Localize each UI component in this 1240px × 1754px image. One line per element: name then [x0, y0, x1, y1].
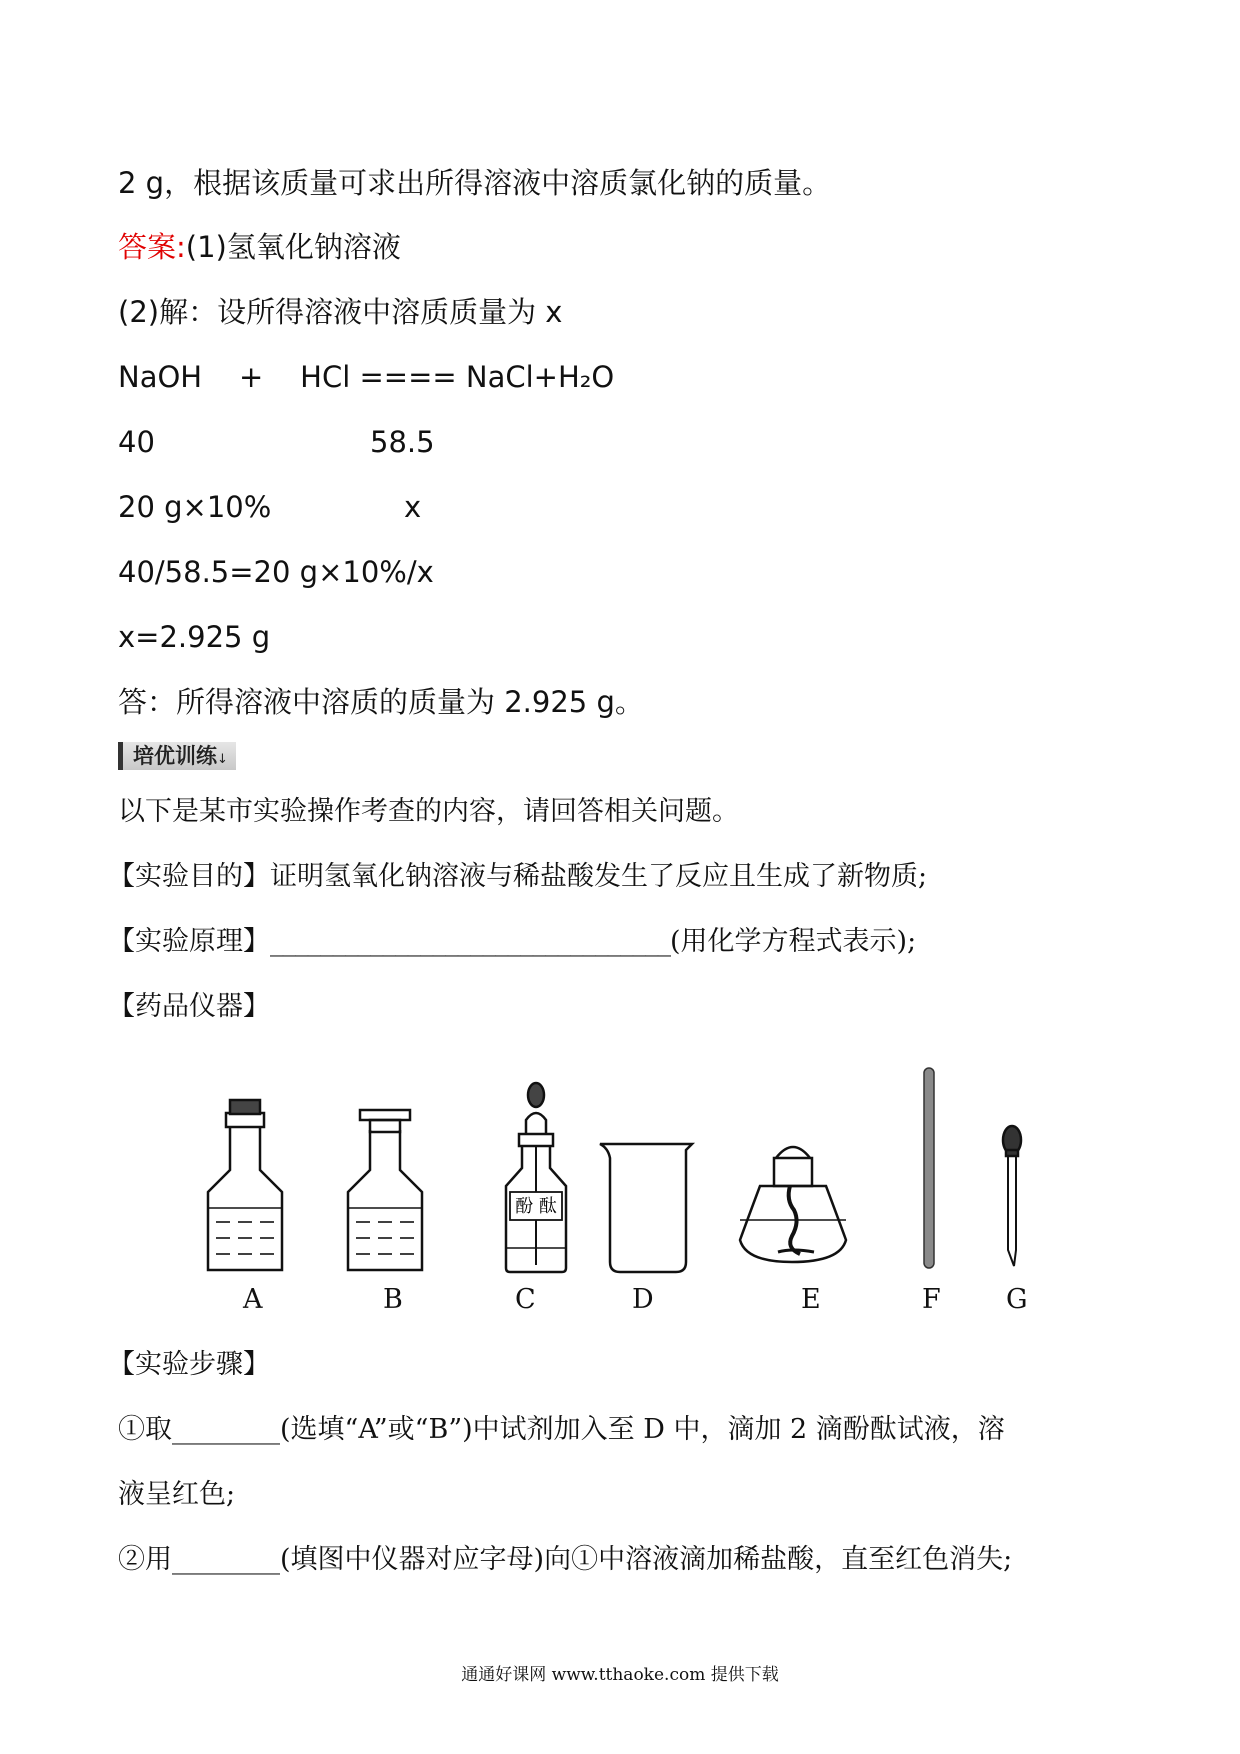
answer-line [118, 227, 401, 267]
dropper-g-icon [1003, 1126, 1021, 1266]
principle-suffix: (用化学方程式表示); [670, 926, 917, 957]
glass-rod-f-icon [924, 1068, 934, 1268]
answer-1: (1)氢氧化钠溶液 [185, 230, 401, 264]
section-tag [118, 742, 236, 770]
section-tag-text: 培优训练 [133, 744, 217, 768]
label-c: C [515, 1284, 536, 1315]
label-e: E [801, 1284, 821, 1315]
solution-step-2: (2)解：设所得溶液中溶质质量为 x [118, 295, 563, 329]
step-2-line: ②用________(填图中仪器对应字母)向①中溶液滴加稀盐酸，直至红色消失; [118, 1544, 1013, 1575]
solution-line-1: 2 g，根据该质量可求出所得溶液中溶质氯化钠的质量。 [118, 166, 832, 200]
label-b: B [383, 1284, 403, 1315]
page-footer: 通通好课网 www.tthaoke.com 提供下载 [461, 1665, 779, 1685]
label-g: G [1006, 1284, 1028, 1315]
relative-mass-b: 58.5 [370, 425, 435, 459]
ratio-equation: 40/58.5=20 g×10%/x [118, 555, 434, 589]
down-arrow-icon: ↓ [217, 752, 228, 767]
result-line: x=2.925 g [118, 620, 271, 654]
bottle-a-icon [208, 1100, 282, 1270]
question-principle [108, 922, 916, 962]
chemical-equation: NaOH + HCl ==== NaCl+H₂O [118, 360, 615, 394]
step-1-line-a: ①取________(选填“A”或“B”)中试剂加入至 D 中，滴加 2 滴酚酞试液，溶 [118, 1414, 1005, 1445]
dropper-bottle-c-icon [506, 1083, 566, 1272]
actual-mass-b: x [404, 490, 422, 524]
actual-mass-a: 20 g×10% [118, 490, 272, 524]
bottle-b-icon [348, 1110, 422, 1270]
label-f: F [922, 1284, 941, 1315]
label-d: D [632, 1284, 654, 1315]
question-materials: 【药品仪器】 [108, 991, 270, 1022]
question-intro: 以下是某市实验操作考查的内容，请回答相关问题。 [118, 796, 739, 827]
apparatus-figure [180, 1040, 1060, 1280]
principle-prefix: 【实验原理】 [108, 926, 270, 957]
question-purpose: 【实验目的】证明氢氧化钠溶液与稀盐酸发生了反应且生成了新物质; [108, 861, 928, 892]
principle-blank: ________________________________ [270, 926, 670, 957]
relative-mass-a: 40 [118, 425, 155, 459]
label-a: A [243, 1284, 263, 1315]
phenolphthalein-label: 酚 酞 [515, 1196, 557, 1217]
conclusion-line: 答：所得溶液中溶质的质量为 2.925 g。 [118, 685, 644, 719]
alcohol-lamp-e-icon [740, 1147, 846, 1262]
beaker-d-icon [600, 1144, 692, 1272]
answer-label: 答案: [118, 230, 186, 264]
step-1-line-b: 液呈红色; [118, 1479, 236, 1510]
steps-title: 【实验步骤】 [108, 1349, 270, 1380]
